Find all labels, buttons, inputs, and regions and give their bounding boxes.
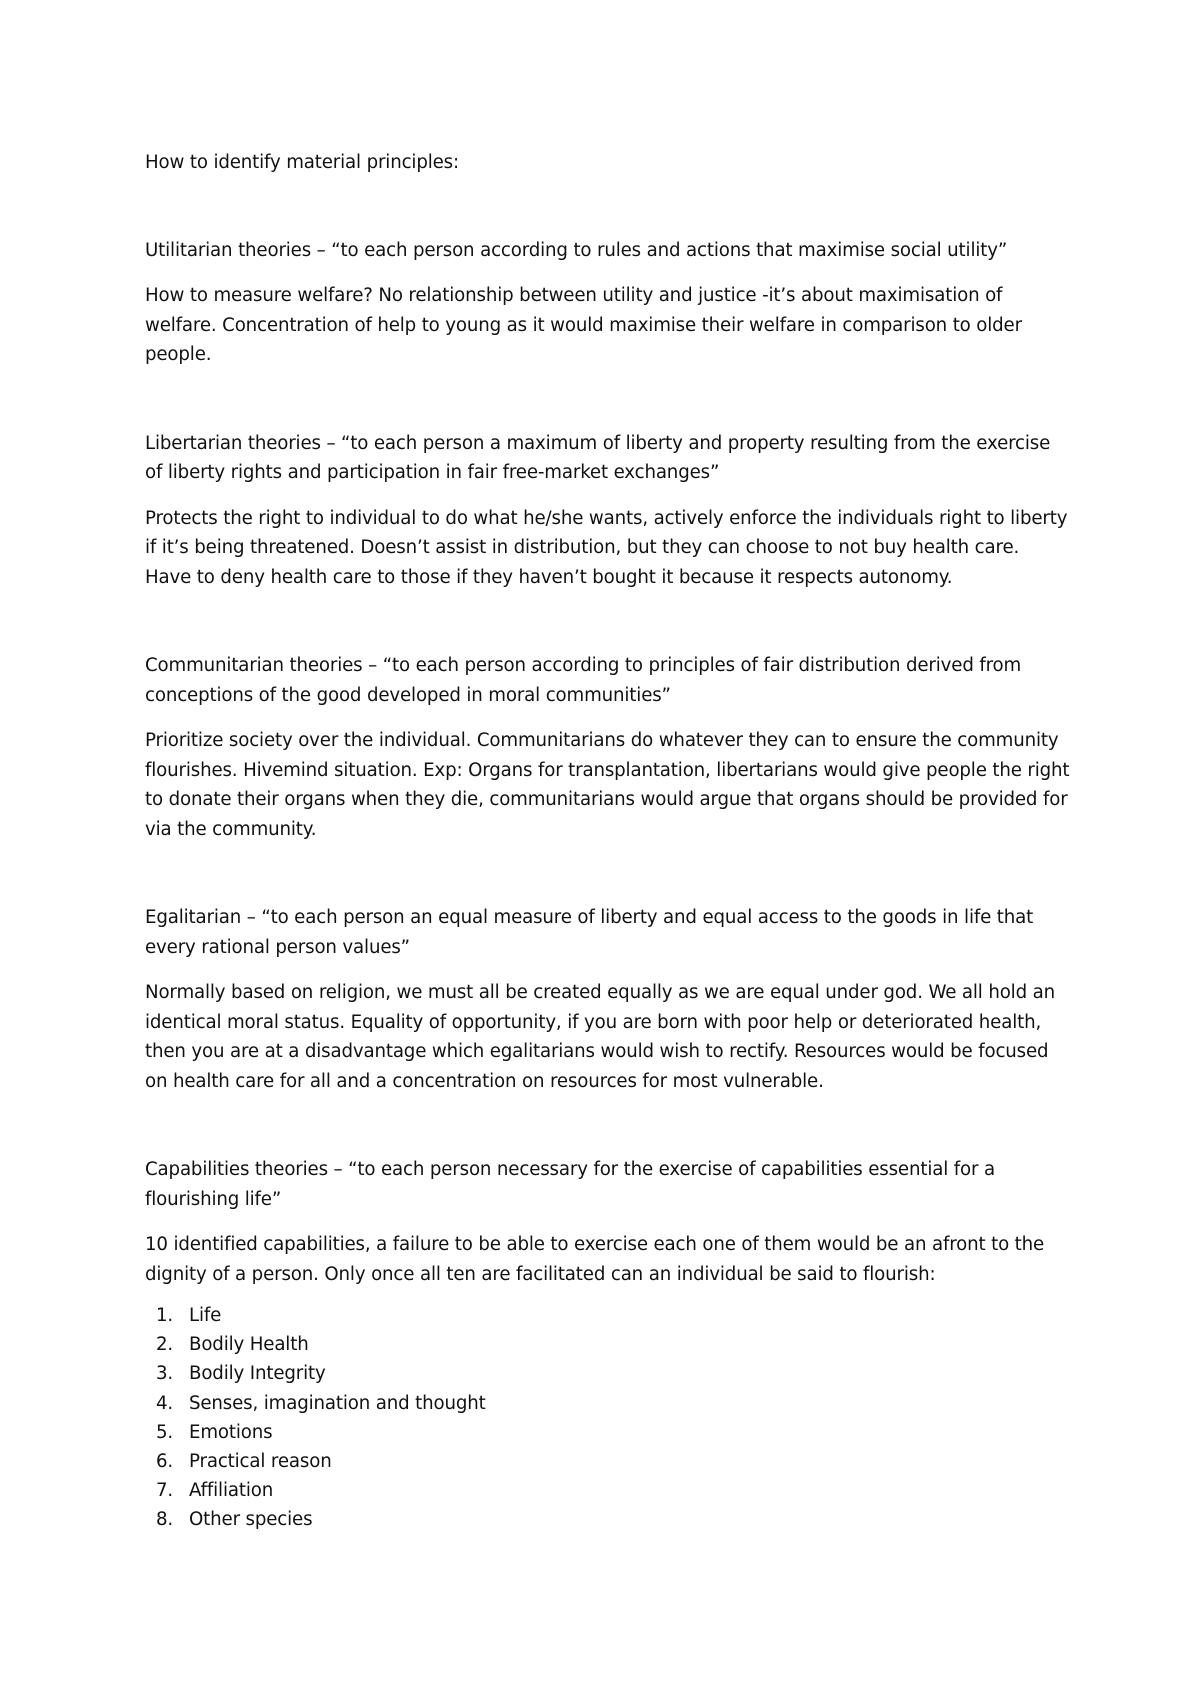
list-item-number: 5. xyxy=(156,1421,174,1443)
section-heading: Libertarian theories – “to each person a maximum of liberty and property resulting from the exercise of liberty rights and participation in fair free-market exchanges” xyxy=(145,432,1051,483)
list-item-text: Senses, imagination and thought xyxy=(189,1392,486,1414)
section-utilitarian xyxy=(145,236,1070,370)
section-libertarian xyxy=(145,429,1070,593)
list-item-number: 1. xyxy=(156,1305,174,1326)
capabilities-list xyxy=(145,1301,1070,1535)
section-heading: Egalitarian – “to each person an equal measure of liberty and equal access to the goods in life that every rational person values” xyxy=(145,907,1034,958)
section-body: How to measure welfare? No relationship between utility and justice -it’s about maximisation of welfare. Concentration of help to young as it would maximise their welfare in comparison to older people. xyxy=(145,285,1022,365)
list-item xyxy=(145,1447,1070,1476)
section-body: 10 identified capabilities, a failure to be able to exercise each one of them would be an afront to the dignity of a person. Only once all ten are facilitated can an individual be said to flourish: xyxy=(145,1234,1045,1285)
list-item-text: Emotions xyxy=(189,1421,273,1443)
list-item-number: 2. xyxy=(156,1334,174,1356)
list-item xyxy=(145,1301,1070,1330)
section-heading: Utilitarian theories – “to each person according to rules and actions that maximise social utility” xyxy=(145,239,1008,261)
list-item xyxy=(145,1505,1070,1534)
list-item-number: 4. xyxy=(156,1392,174,1414)
list-item-number: 6. xyxy=(156,1451,174,1473)
list-item-text: Bodily Health xyxy=(189,1334,309,1356)
section-body: Protects the right to individual to do what he/she wants, actively enforce the individuals right to liberty if it’s being threatened. Doesn’t assist in distribution, but they can choose to not buy health care. Have to deny health care to those if they haven’t bought it because it respects autonomy. xyxy=(145,507,1068,588)
section-communitarian xyxy=(145,651,1070,844)
section-body: Prioritize society over the individual. Communitarians do whatever they can to ensure the community flourishes. Hivemind situation. Exp: Organs for transplantation, libertarians would give people the right to donate their organs when they die, communitarians would argue that organs should be provided for via the community. xyxy=(145,730,1070,840)
list-item xyxy=(145,1476,1070,1505)
list-item-number: 3. xyxy=(156,1363,174,1385)
section-egalitarian xyxy=(145,903,1070,1096)
section-heading: Capabilities theories – “to each person necessary for the exercise of capabilities essential for a flourishing life” xyxy=(145,1159,995,1210)
list-item-text: Practical reason xyxy=(189,1451,332,1473)
section-heading: Communitarian theories – “to each person according to principles of fair distribution derived from conceptions of the good developed in moral communities” xyxy=(145,655,1022,706)
list-item xyxy=(145,1389,1070,1418)
document-body xyxy=(145,148,1070,1535)
list-item-text: Affiliation xyxy=(189,1480,274,1502)
list-item-number: 8. xyxy=(156,1509,174,1531)
list-item-text: Bodily Integrity xyxy=(189,1363,326,1385)
list-item-text: Life xyxy=(189,1305,222,1326)
section-capabilities xyxy=(145,1155,1070,1535)
list-item xyxy=(145,1359,1070,1388)
list-item xyxy=(145,1418,1070,1447)
list-item xyxy=(145,1330,1070,1359)
list-item-text: Other species xyxy=(189,1509,313,1531)
section-body: Normally based on religion, we must all be created equally as we are equal under god. We all hold an identical moral status. Equality of opportunity, if you are born with poor help or deteriorated health, then you are at a disadvantage which egalitarians would wish to rectify. Resources would be focused on health care for all and a concentration on resources for most vulnerable. xyxy=(145,982,1055,1092)
document-title: How to identify material principles: xyxy=(145,152,459,173)
list-item-number: 7. xyxy=(156,1480,174,1502)
